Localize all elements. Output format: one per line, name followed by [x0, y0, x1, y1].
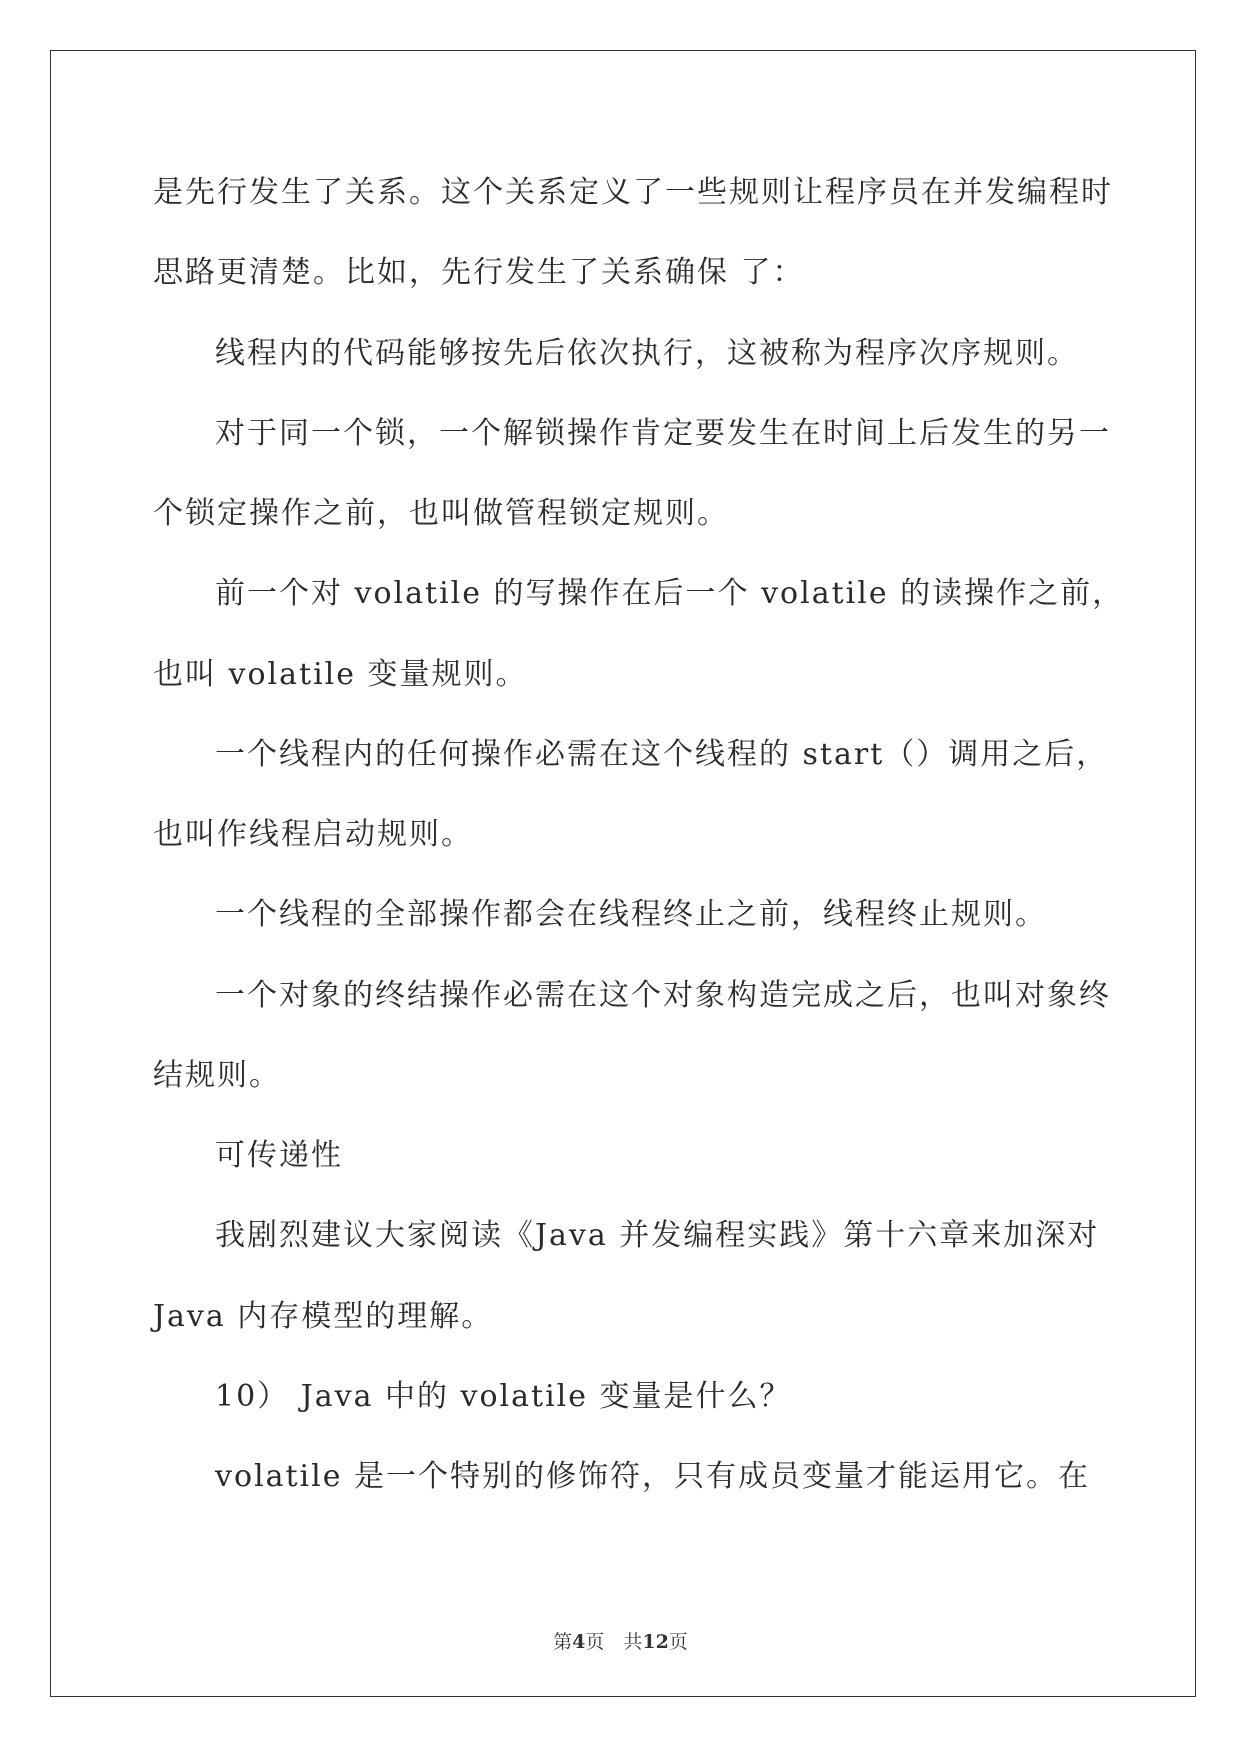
body-text-line: 思路更清楚。比如，先行发生了关系确保 了：: [153, 255, 805, 290]
body-text-line: 一个线程内的任何操作必需在这个线程的 start（）调用之后，: [215, 737, 1109, 772]
page-footer: [0, 1630, 1241, 1654]
question-heading: 10） Java 中的 volatile 变量是什么？: [215, 1379, 792, 1414]
page-border: [50, 50, 1196, 1697]
body-text-line: 一个对象的终结操作必需在这个对象构造完成之后，也叫对象终: [215, 978, 1111, 1013]
body-text-line: 前一个对 volatile 的写操作在后一个 volatile 的读操作之前，: [215, 576, 1125, 611]
body-text-line: 线程内的代码能够按先后依次执行，这被称为程序次序规则。: [215, 336, 1079, 371]
current-page-number: 4: [572, 1631, 586, 1653]
body-text-line: 个锁定操作之前，也叫做管程锁定规则。: [153, 496, 729, 531]
body-text-line: 也叫 volatile 变量规则。: [153, 657, 528, 692]
body-text-line: 结规则。: [153, 1058, 281, 1093]
body-text-line: 也叫作线程启动规则。: [153, 817, 473, 852]
body-text-line: 我剧烈建议大家阅读《Java 并发编程实践》第十六章来加深对: [215, 1218, 1100, 1253]
body-text-line: 是先行发生了关系。这个关系定义了一些规则让程序员在并发编程时: [153, 175, 1113, 210]
body-text-line: volatile 是一个特别的修饰符，只有成员变量才能运用它。在: [215, 1459, 1091, 1494]
footer-suffix: 页: [668, 1631, 688, 1653]
footer-prefix: 第: [553, 1631, 573, 1653]
body-text-line: 对于同一个锁，一个解锁操作肯定要发生在时间上后发生的另一: [215, 416, 1111, 451]
body-text-line: 一个线程的全部操作都会在线程终止之前，线程终止规则。: [215, 897, 1047, 932]
section-heading: 可传递性: [215, 1138, 343, 1173]
footer-middle: 页 共: [585, 1631, 643, 1653]
total-page-number: 12: [642, 1631, 669, 1653]
body-text-line: Java 内存模型的理解。: [153, 1299, 494, 1334]
